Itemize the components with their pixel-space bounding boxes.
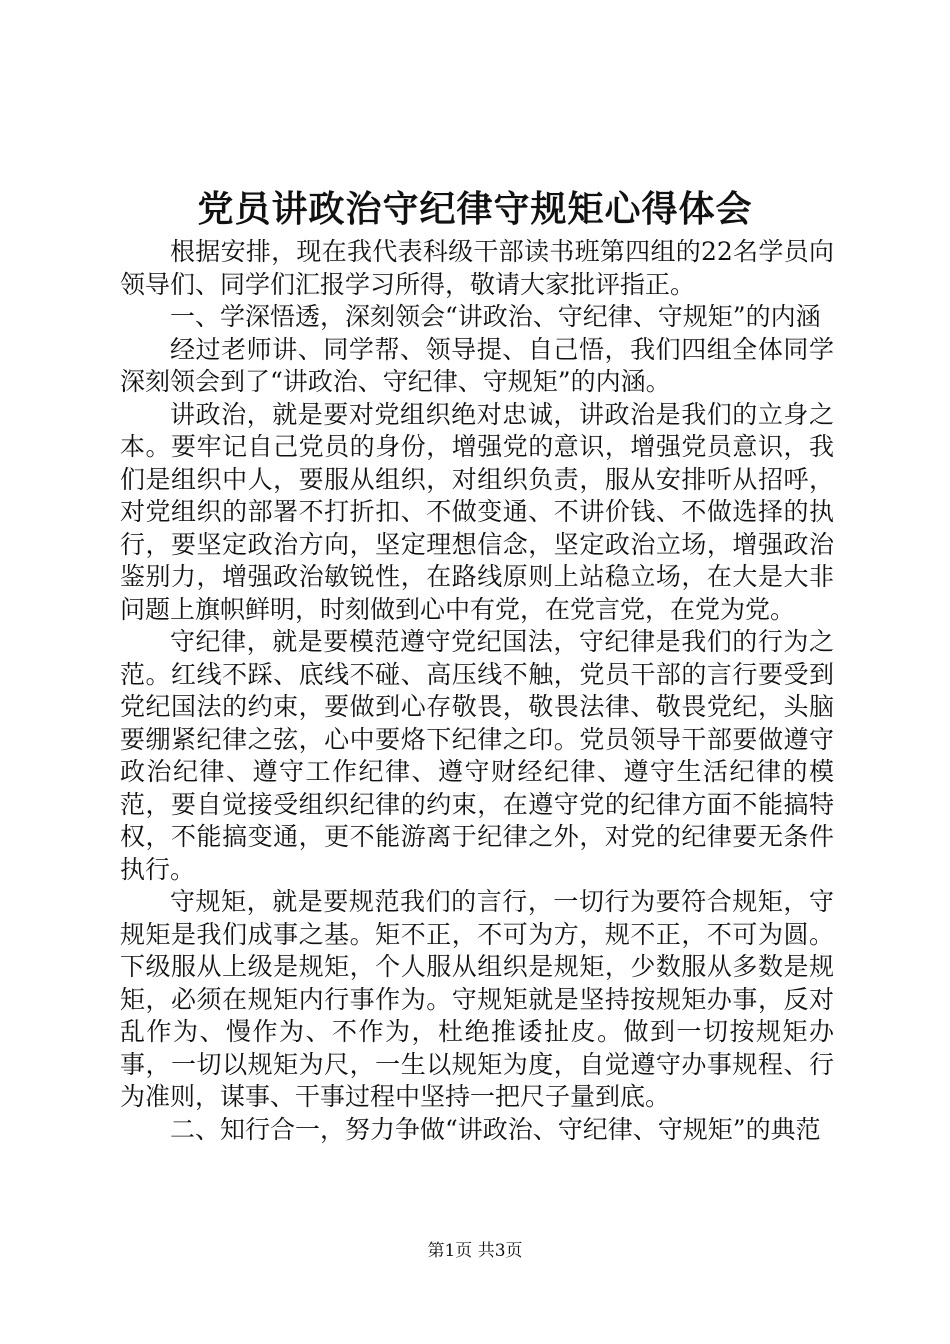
paragraph-understanding: 经过老师讲、同学帮、领导提、自己悟，我们四组全体同学深刻领会到了“讲政治、守纪律、守规矩”的内涵。: [120, 334, 834, 396]
paragraph-intro: 根据安排，现在我代表科级干部读书班第四组的22名学员向领导们、同学们汇报学习所得，敬请大家批评指正。: [120, 237, 834, 299]
page-number-footer: 第1页 共3页: [427, 1241, 523, 1261]
section-heading-2: 二、知行合一，努力争做“讲政治、守纪律、守规矩”的典范: [170, 1114, 821, 1144]
paragraph-rules: 守规矩，就是要规范我们的言行，一切行为要符合规矩，守规矩是我们成事之基。矩不正，不可为方，规不正，不可为圆。下级服从上级是规矩，个人服从组织是规矩，少数服从多数是规矩，必须在规矩内行事作为。守规矩就是坚持按规矩办事，反对乱作为、慢作为、不作为，杜绝推诿扯皮。做到一切按规矩办事，一切以规矩为尺，一生以规矩为度，自觉遵守办事规程、行为准则，谋事、干事过程中坚持一把尺子量到底。: [120, 887, 834, 1111]
paragraph-politics: 讲政治，就是要对党组织绝对忠诚，讲政治是我们的立身之本。要牢记自己党员的身份，增强党的意识，增强党员意识，我们是组织中人，要服从组织，对组织负责，服从安排听从招呼，对党组织的部署不打折扣、不做变通、不讲价钱、不做选择的执行，要坚定政治方向，坚定理想信念，坚定政治立场，增强政治鉴别力，增强政治敏锐性，在路线原则上站稳立场，在大是大非问题上旗帜鲜明，时刻做到心中有党，在党言党，在党为党。: [120, 399, 834, 624]
document-title: 党员讲政治守纪律守规矩心得体会: [197, 188, 753, 230]
paragraph-discipline: 守纪律，就是要模范遵守党纪国法，守纪律是我们的行为之范。红线不踩、底线不碰、高压线不触，党员干部的言行要受到党纪国法的约束，要做到心存敬畏，敬畏法律、敬畏党纪，头脑要绷紧纪律之弦，心中要烙下纪律之印。党员领导干部要做遵守政治纪律、遵守工作纪律、遵守财经纪律、遵守生活纪律的模范，要自觉接受组织纪律的约束，在遵守党的纪律方面不能搞特权，不能搞变通，更不能游离于纪律之外，对党的纪律要无条件执行。: [120, 627, 834, 884]
section-heading-1: 一、学深悟透，深刻领会“讲政治、守纪律、守规矩”的内涵: [170, 302, 821, 331]
document-body: [120, 236, 834, 1146]
